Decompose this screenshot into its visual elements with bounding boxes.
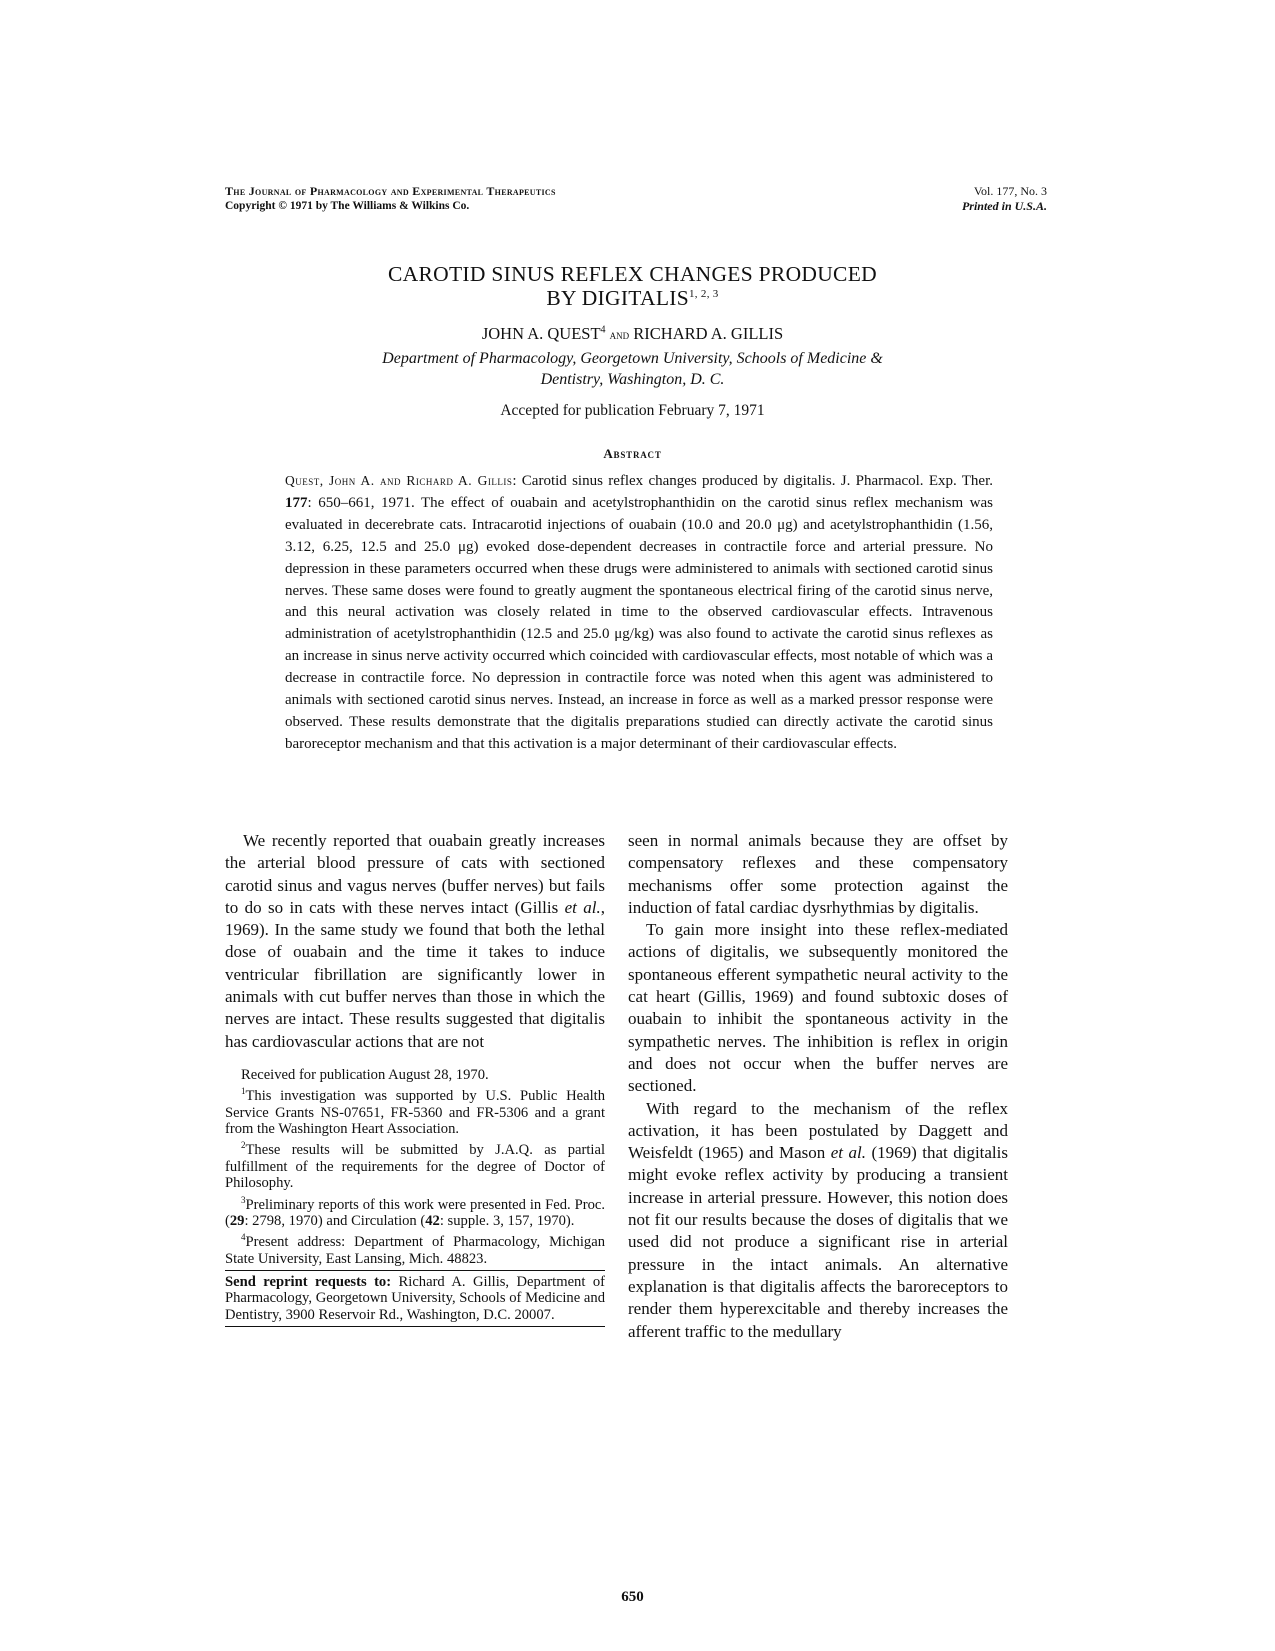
footnote-1 [225,1083,605,1137]
footnote-text: : supple. 3, 157, 1970). [439,1212,575,1229]
title-line-2: BY DIGITALIS [546,286,689,310]
footnote-mark: 1 [241,1086,246,1097]
footnote-text: These results will be submitted by J.A.Q. as partial fulfillment of the requirements for the degree of Doctor of Philosophy. [225,1142,605,1192]
footnote-mark: 3 [241,1194,246,1205]
abstract-citation-authors: Quest, John A. and Richard A. Gillis [285,473,513,488]
reprint-rule [225,1326,605,1327]
right-column [628,830,1008,1343]
footnote-4 [225,1229,605,1267]
intro-text-b: , 1969). In the same study we found that both the lethal dose of ouabain and the time it takes to induce ventricular fibrillation are significantly lower in animals with cut buffer nerves than those in which the nerves are intact. These results suggested that digitalis has cardiovascular actions that are not [225,897,606,1051]
volume-info [962,184,1047,214]
left-column [225,830,605,1053]
affiliation: Department of Pharmacology, Georgetown University, Schools of Medicine & Dentistry, Washington, D. C. [382,350,883,388]
footnote-text: : 2798, 1970) and Circulation ( [244,1212,426,1229]
author-gillis: RICHARD A. GILLIS [633,324,784,343]
page-number: 650 [621,1589,644,1605]
author-conjunction: and [609,327,630,342]
accepted-date: Accepted for publication February 7, 1971 [500,402,765,419]
paragraph-2: To gain more insight into these reflex-mediated actions of digitalis, we subsequently monitored the spontaneous efferent sympathetic neural activity to the cat heart (Gillis, 1969) and found subtoxic doses of ouabain to inhibit the spontaneous activity in the sympathetic nerves. The inhibition is reflex in origin and does not occur when the buffer nerves are sectioned. [628,920,1008,1096]
abstract-body [285,470,993,756]
volume-bold: 42 [425,1212,440,1229]
volume-number: Vol. 177, No. 3 [973,184,1047,198]
reprint-request [225,1274,605,1323]
abstract-citation-lead: : Carotid sinus reflex changes produced by digitalis. J. Pharmacol. Exp. Ther. [512,473,993,489]
footnote-rule [225,1270,605,1271]
running-header [225,184,556,214]
abstract-text: : 650–661, 1971. The effect of ouabain and acetylstrophanthidin on the carotid sinus reflex mechanism was evaluated in decerebrate cats. Intracarotid injections of ouabain (10.0 and 20.0 μg) and acetylstrophanthidin (1.56, 3.12, 6.25, 12.5 and 25.0 μg) evoked dose-dependent decreases in contractile force and arterial pressure. No depression in these parameters occurred when these drugs were administered to animals with sectioned carotid sinus nerves. These same doses were found to greatly augment the spontaneous electrical firing of the carotid sinus nerve, and this neural activation was closely related in time to the observed cardiovascular effects. Intravenous administration of acetylstrophanthidin (12.5 and 25.0 μg/kg) was also found to activate the carotid sinus reflexes as an increase in sinus nerve activity occurred which coincided with cardiovascular effects, most notable of which was a decrease in contractile force. No depression in contractile force was noted when this agent was administered to animals with sectioned carotid sinus nerves. Instead, an increase in force as well as a marked pressor response were observed. These results demonstrate that the digitalis preparations studied can directly activate the carotid sinus baroreceptor mechanism and that this activation is a major determinant of their cardiovascular effects. [285,494,993,752]
footnotes [225,1067,605,1267]
et-al: et al. [830,1143,866,1163]
para3-text-b: (1969) that digitalis might evoke reflex activity by producing a transient increase in arterial pressure. However, this notion does not fit our results because the doses of digitalis that we used did not produce a significant rise in arterial pressure in the intact animals. An alternative explanation is that digitalis affects the baroreceptors to render them hyperexcitable and thereby increases the afferent traffic to the medullary [628,1143,1008,1341]
abstract-volume: 177 [285,494,308,511]
reprint-label: Send reprint requests to: [225,1274,392,1290]
footnote-text: Present address: Department of Pharmacology, Michigan State University, East Lansing, Mich. 48823. [225,1234,605,1267]
intro-paragraph-1 [225,830,605,1053]
received-date: Received for publication August 28, 1970. [241,1067,489,1083]
intro-text-a: We recently reported that ouabain greatly increases the arterial blood pressure of cats with sectioned carotid sinus and vagus nerves (buffer nerves) but fails to do so in cats with these nerves intact (Gillis [225,831,605,917]
author-quest: JOHN A. QUEST [481,324,601,343]
journal-name: The Journal of Pharmacology and Experimental Therapeutics [225,184,556,198]
footnote-text: Preliminary reports of this work were presented in Fed. Proc. ( [225,1196,605,1229]
footnote-text: This investigation was supported by U.S. Public Health Service Grants NS-07651, FR-5360 and FR-5306 and a grant from the Washington Heart Association. [225,1088,605,1138]
footnote-mark: 4 [241,1232,246,1243]
copyright-line: Copyright © 1971 by The Williams & Wilkins Co. [225,200,470,212]
para3-text-a: With regard to the mechanism of the reflex activation, it has been postulated by Daggett and Weisfeldt (1965) and Mason [628,1098,1008,1163]
title-line-1: CAROTID SINUS REFLEX CHANGES PRODUCED [388,262,877,286]
abstract-heading: Abstract [603,446,662,461]
title-footnote-marks: 1, 2, 3 [689,287,719,300]
footnote-3 [225,1192,605,1230]
footnote-2 [225,1137,605,1191]
author-footnote-mark: 4 [600,324,606,336]
article-title [225,262,1040,310]
footnote-mark: 2 [241,1140,246,1151]
printed-in: Printed in U.S.A. [961,199,1047,213]
et-al: et al. [564,897,601,917]
reprint-address: Richard A. Gillis, Department of Pharmacology, Georgetown University, Schools of Medicine and Dentistry, 3900 Reservoir Rd., Washington, D.C. 20007. [225,1274,605,1323]
author-list [225,324,1040,344]
volume-bold: 29 [229,1212,245,1229]
paragraph-3 [628,1098,1008,1343]
paragraph-continued: seen in normal animals because they are offset by compensatory reflexes and these compensatory mechanisms offer some protection against the induction of fatal cardiac dysrhythmias by digitalis. [628,831,1008,917]
